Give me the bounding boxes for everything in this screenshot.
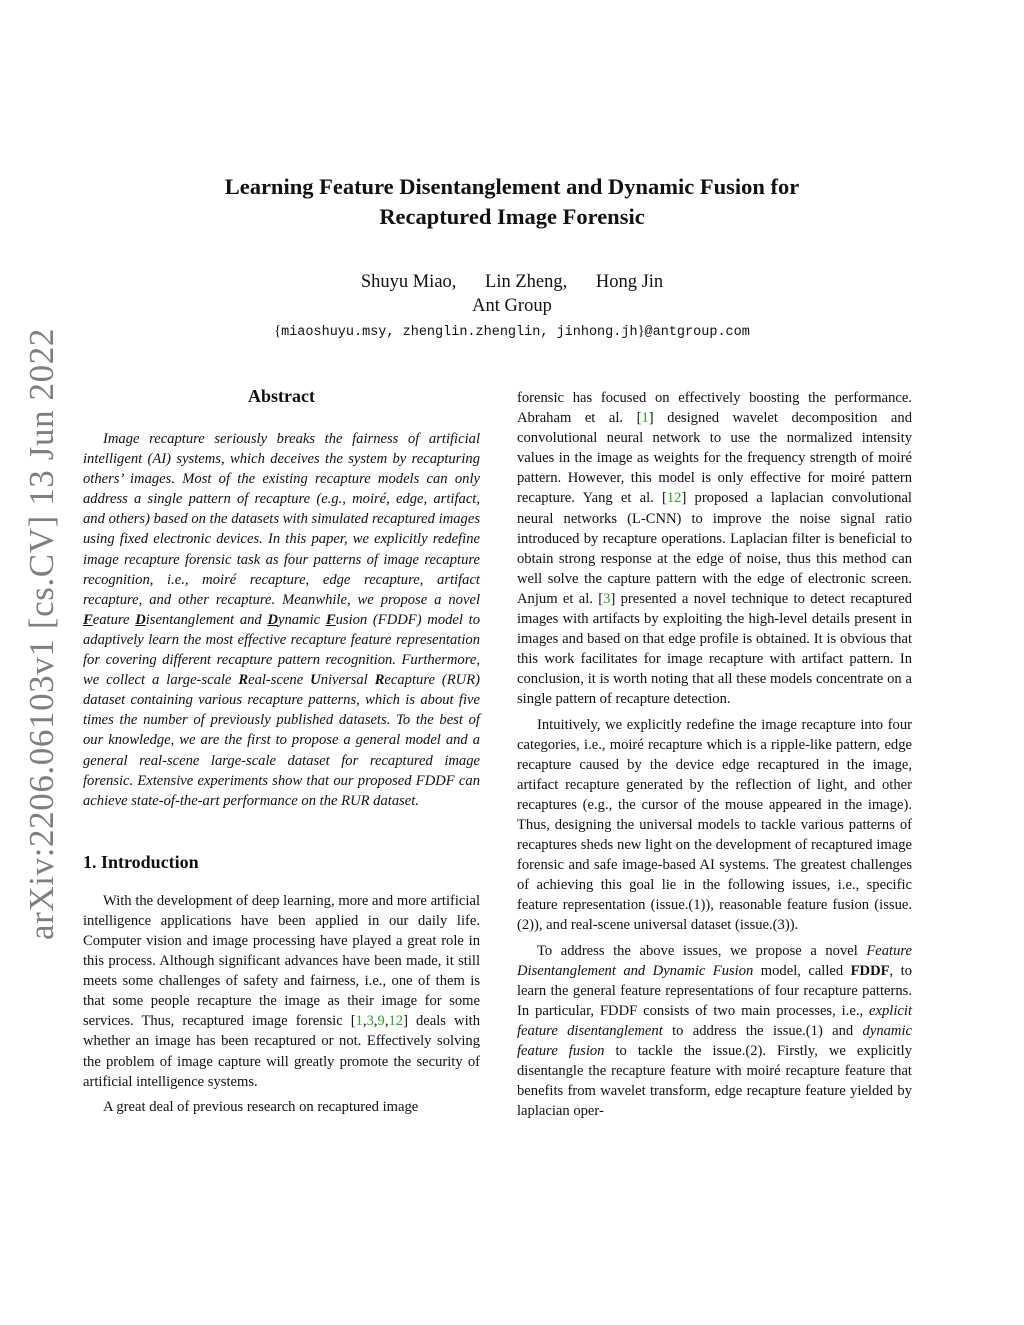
title-line-1: Learning Feature Disentanglement and Dynamic Fusion for [224, 174, 800, 199]
citation-link-1[interactable]: 1 [641, 410, 649, 427]
citation-link-9[interactable]: 9 [377, 1013, 385, 1030]
affiliation: Ant Group [472, 296, 552, 316]
right-column [517, 388, 912, 1121]
author-emails [112, 320, 912, 344]
abstract-text: Image recapture seriously breaks the fairness of artificial intelligent (AI) systems, which deceives the system by recapturing others’ images. Most of the existing recapture models can only address a single pattern of recapture (e.g., moiré, edge, artifact, and others) based on the datasets with simulated recaptured images using fixed electronic devices. In this paper, we explicitly redefine image recapture forensic task as four patterns of image recapture recognition, i.e., moiré recapture, edge recapture, artifact recapture, and other recapture. Meanwhile, we propose a novel Feature Disentanglement and Dynamic Fusion (FDDF) model to adaptively learn the most effective recapture feature representation for covering different recapture pattern recognition. Furthermore, we collect a large-scale Real-scene Universal Recapture (RUR) dataset containing various recapture patterns, which is about five times the number of previously published datasets. To the best of our knowledge, we are the first to propose a general model and a general real-scene large-scale dataset for recaptured image forensic. Extensive experiments show that our proposed FDDF can achieve state-of-the-art performance on the RUR dataset. [83, 431, 481, 809]
arxiv-stamp: arXiv:2206.06103v1 [cs.CV] 13 Jun 2022 [22, 328, 61, 940]
citation-link-12[interactable]: 12 [666, 490, 682, 507]
author-list [112, 270, 912, 294]
email-brace-close: } [637, 323, 645, 339]
intro-paragraph-2: A great deal of previous research on recaptured image [103, 1098, 419, 1115]
title-line-2: Recaptured Image Forensic [379, 204, 645, 229]
intro-paragraph-1: With the development of deep learning, more and more artificial intelligence applications have been applied in our daily life. Computer vision and image processing have played a great role in this process. Although significant advances have been made, it still meets some challenges of safety and fairness, i.e., one of them is that some people recapture the image as their image for some services. Thus, recaptured image forensic [1,3,9,12] deals with whether an image has been recaptured or not. Effectively solving the problem of image capture will greatly promote the security of artificial intelligence systems. [83, 892, 480, 1090]
email-list: miaoshuyu.msy, zhenglin.zhenglin, jinhong.jh [281, 325, 638, 340]
citation-link-1[interactable]: 1 [355, 1013, 363, 1030]
citation-link-3[interactable]: 3 [603, 590, 611, 607]
introduction-heading: 1. Introduction [83, 851, 199, 872]
email-domain: @antgroup.com [644, 325, 750, 340]
right-paragraph-2: Intuitively, we explicitly redefine the image recapture into four categories, i.e., moiré recapture which is a ripple-like pattern, edge recapture caused by the device edge recaptured in the image, artifact recapture generated by the reflection of light, and other recaptures (e.g., the cursor of the mouse appeared in the image). Thus, designing the universal models to tackle various patterns of recaptures sheds new light on the development of recaptured image forensic and safe image-based AI systems. The greatest challenges of achieving this goal lie in the following issues, i.e., specific feature representation (issue.(1)), reasonable feature fusion (issue.(2)), and real-scene universal dataset (issue.(3)). [517, 716, 912, 934]
citation-link-12[interactable]: 12 [388, 1013, 404, 1030]
email-brace-open: { [274, 323, 282, 339]
right-paragraph-3: To address the above issues, we propose a novel Feature Disentanglement and Dynamic Fusion model, called FDDF, to learn the general feature representations of four recapture patterns. In particular, FDDF consists of two main processes, i.e., explicit feature disentanglement to address the issue.(1) and dynamic feature fusion to tackle the issue.(2). Firstly, we explicitly disentangle the recapture feature with moiré recapture feature that benefits from wavelet transform, edge recapture feature yielded by laplacian oper- [517, 942, 912, 1120]
right-paragraph-1: forensic has focused on effectively boosting the performance. Abraham et al. [1] designed wavelet decomposition and convolutional neural network to use the normalized intensity values in the image as weights for the frequency strength of moiré pattern. However, this model is only effective for moiré pattern recapture. Yang et al. [12] proposed a laplacian convolutional neural networks (L-CNN) to improve the noise signal ratio introduced by recapture operations. Laplacian filter is beneficial to obtain strong response at the edge of noise, thus this method can well solve the capture pattern with the edge of electronic screen. Anjum et al. [3] presented a novel technique to detect recaptured images with artifacts by exploiting the high-level details present in images and based on that edge profile is obtained. It is obvious that this work facilitates for image recapture with artifact pattern. In conclusion, it is worth noting that all these models concentrate on a single pattern of recapture detection. [517, 390, 912, 708]
author-3: Hong Jin [595, 272, 664, 292]
paper-title [112, 172, 912, 232]
abstract-heading: Abstract [248, 386, 315, 406]
citation-link-3[interactable]: 3 [366, 1013, 374, 1030]
left-column [83, 385, 480, 1117]
author-1: Shuyu Miao, [360, 272, 457, 292]
author-2: Lin Zheng, [485, 272, 568, 292]
